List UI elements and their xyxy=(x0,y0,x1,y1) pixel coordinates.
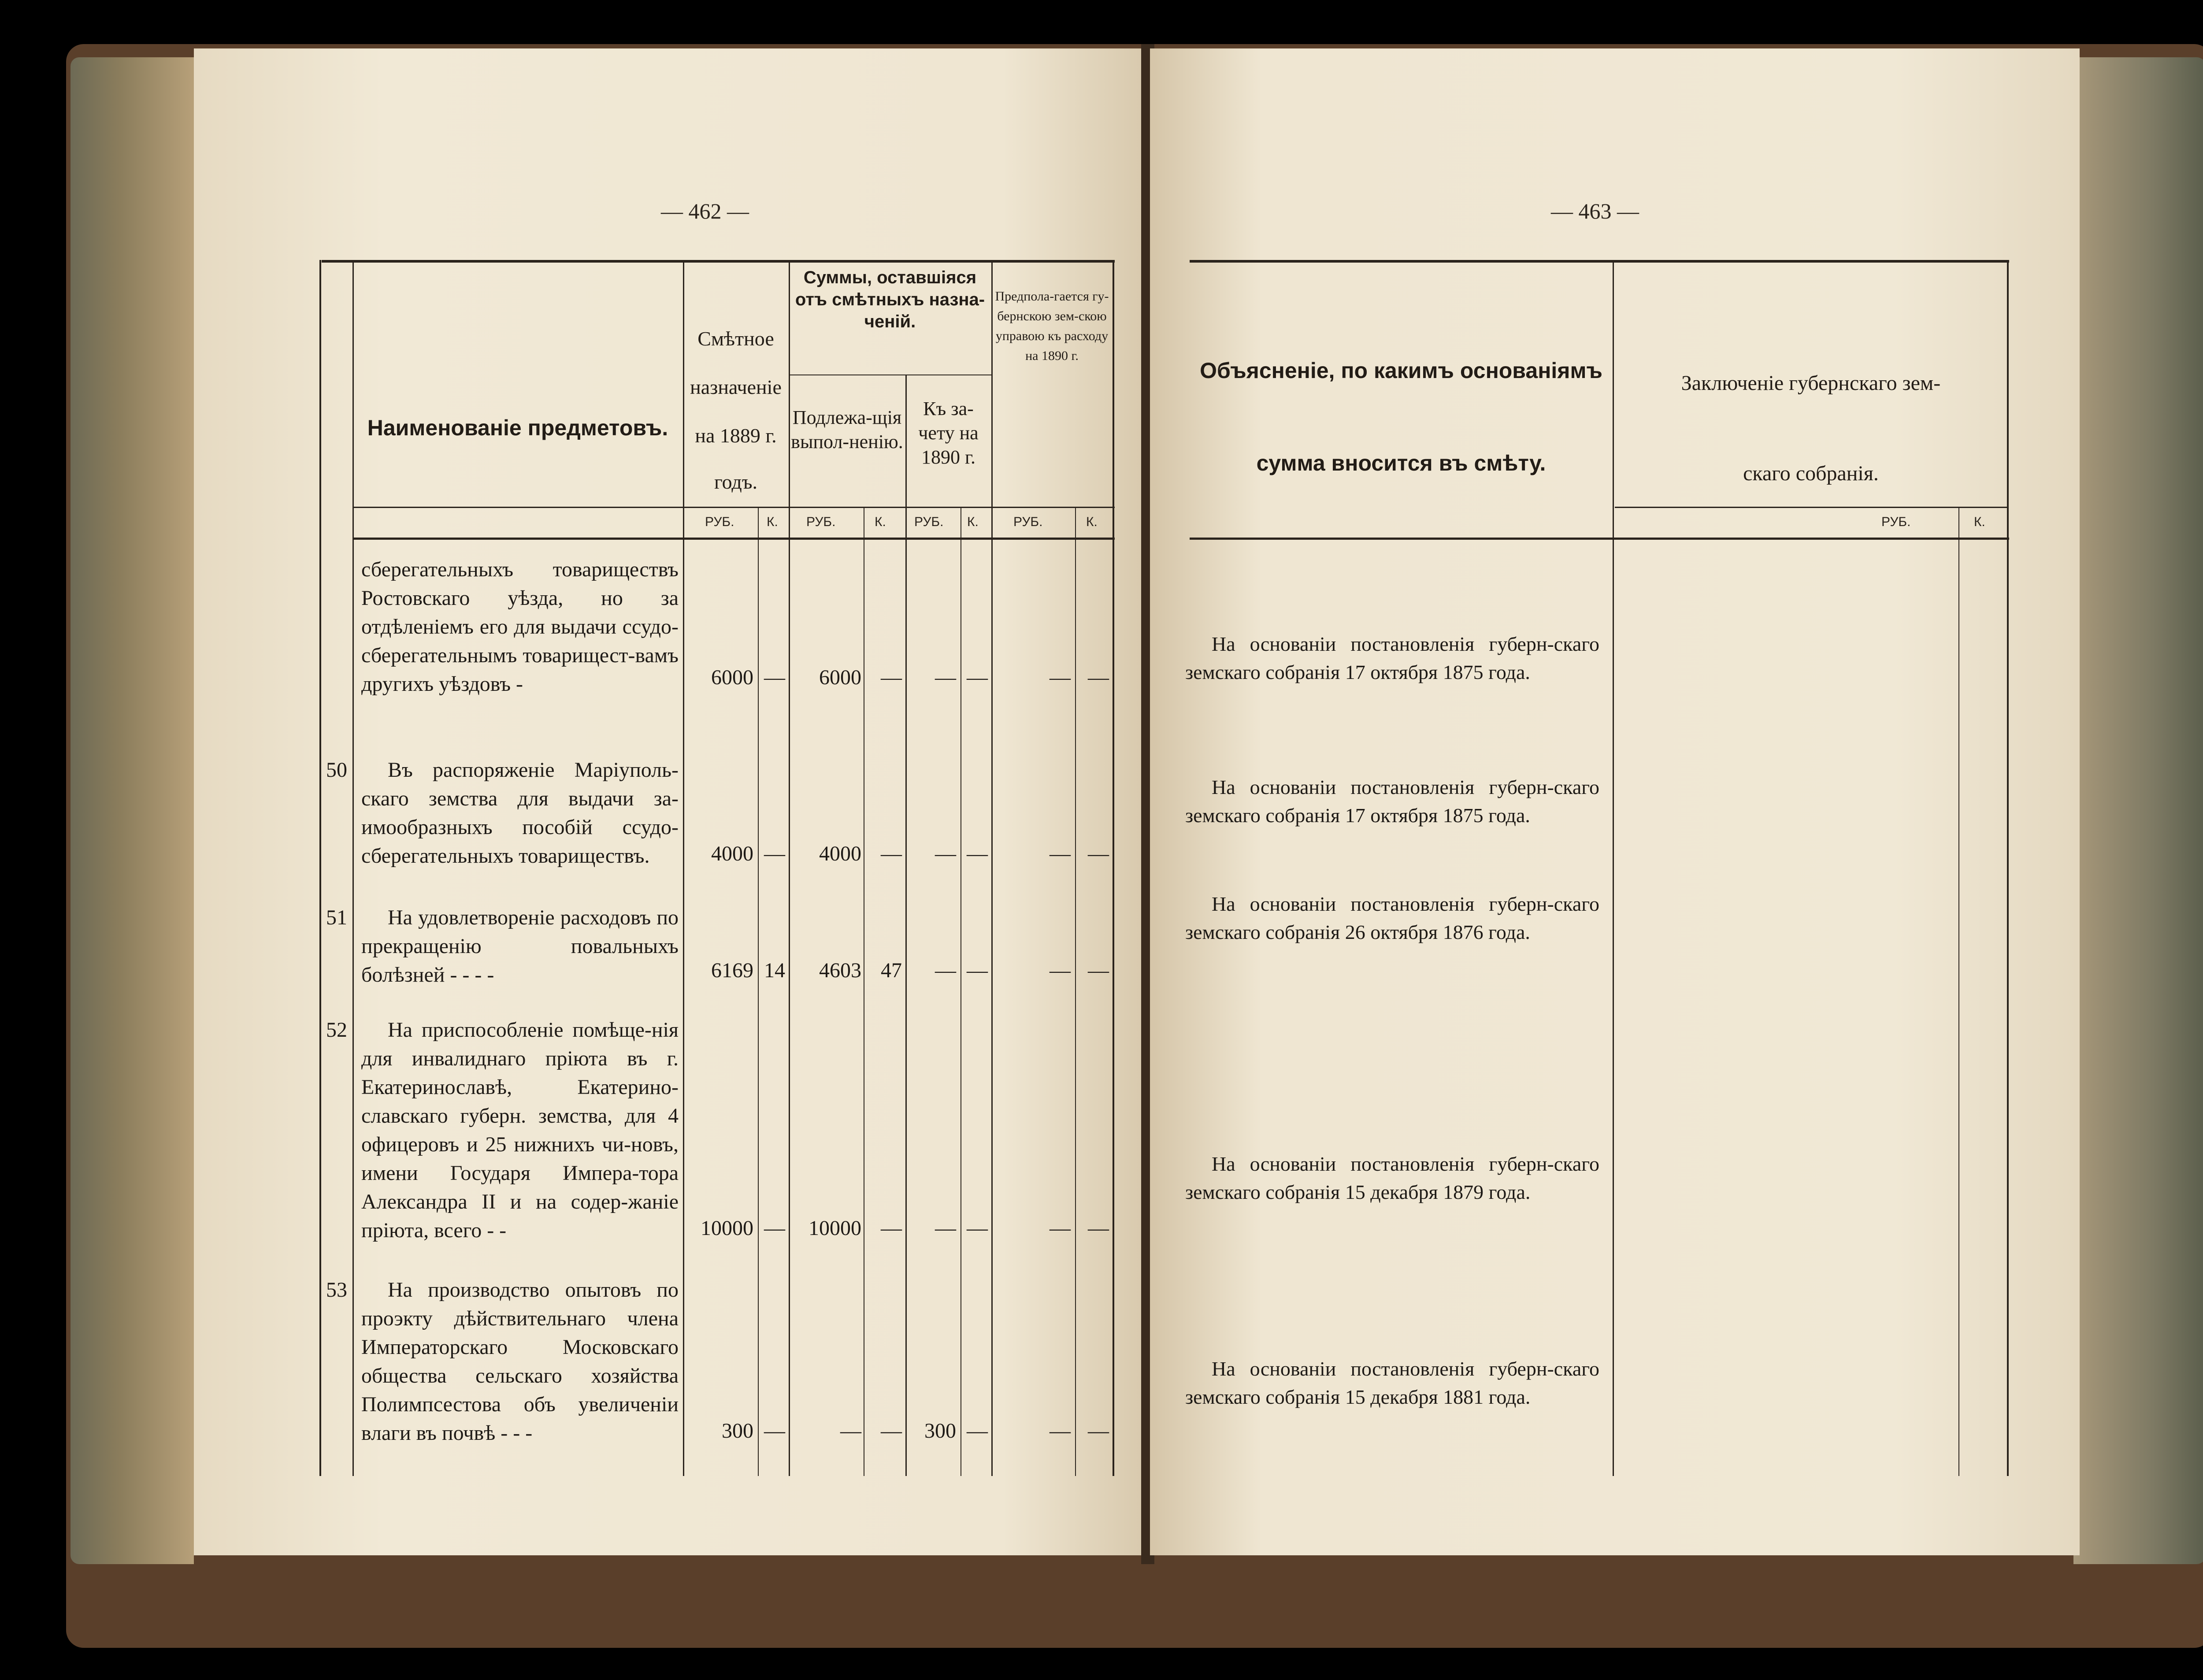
header-estimate-3: на 1889 г. xyxy=(695,424,777,447)
unit-kop: К. xyxy=(1974,515,1985,529)
cell-proposed-k: — xyxy=(1088,959,1109,982)
page-edges-right xyxy=(2073,57,2203,1564)
cell-credit-k: — xyxy=(967,1216,988,1240)
row-number: 53 xyxy=(326,1278,347,1302)
right-page xyxy=(1150,48,2080,1555)
cell-execute-k: — xyxy=(881,1216,902,1240)
col-line xyxy=(758,507,759,1476)
explanation-row: На основаніи постановленія губерн-скаго земскаго собранія 15 декабря 1881 года. xyxy=(1185,1357,1599,1408)
header-explanation-1: Объясненіе, по какимъ основаніямъ xyxy=(1200,358,1602,383)
col-line xyxy=(2007,260,2009,1476)
cell-proposed: — xyxy=(1050,1216,1071,1240)
col-line xyxy=(319,260,321,1476)
cell-estimate-k: — xyxy=(764,842,785,865)
header-remaining: Суммы, оставшіяся отъ смѣтныхъ назна-ченій. xyxy=(795,268,985,331)
page-number-left: — 462 — xyxy=(661,199,749,223)
cell-proposed-k: — xyxy=(1088,842,1109,865)
cell-execute: 10000 xyxy=(809,1216,861,1240)
table-units-rule xyxy=(352,507,1115,508)
cell-execute: 4603 xyxy=(819,959,861,982)
header-to-credit: Къ за-чету на 1890 г. xyxy=(918,398,979,468)
unit-rub: РУБ. xyxy=(1881,515,1911,529)
cell-credit: — xyxy=(935,1216,956,1240)
cell-estimate: 300 xyxy=(722,1419,753,1443)
explanation-row: На основаніи постановленія губерн-скаго земскаго собранія 15 декабря 1879 года. xyxy=(1185,1153,1599,1203)
unit-rub: РУБ. xyxy=(1013,515,1043,529)
cell-estimate: 10000 xyxy=(701,1216,753,1240)
cell-credit: — xyxy=(935,959,956,982)
cell-execute-k: 47 xyxy=(881,959,902,982)
cell-proposed-k: — xyxy=(1088,666,1109,689)
col-line xyxy=(991,260,993,1476)
table-header-rule xyxy=(352,538,1115,540)
col-line xyxy=(1075,507,1076,1476)
cell-estimate: 6000 xyxy=(711,666,753,689)
cell-execute-k: — xyxy=(881,1419,902,1443)
cell-estimate-k: 14 xyxy=(764,959,785,982)
header-conclusion-1: Заключеніе губернскаго зем- xyxy=(1681,371,1941,395)
explanation-row: На основаніи постановленія губерн-скаго земскаго собранія 17 октября 1875 года. xyxy=(1185,633,1599,683)
cell-proposed: — xyxy=(1050,666,1071,689)
row-text: На производство опытовъ по проэкту дѣйствительнаго члена Императорскаго Московскаго общества сельскаго хозяйства Полимпсестова объ увеличеніи влаги въ почвѣ - - - xyxy=(361,1278,679,1445)
cell-execute-k: — xyxy=(881,842,902,865)
cell-execute: — xyxy=(840,1419,861,1443)
table-top-rule xyxy=(1190,260,2009,263)
row-text: На удовлетвореніе расходовъ по прекращенію повальныхъ болѣзней - - - - xyxy=(361,906,679,986)
cell-proposed: — xyxy=(1050,1419,1071,1443)
cell-estimate-k: — xyxy=(764,666,785,689)
col-line xyxy=(1615,507,2007,508)
row-text: На приспособленіе помѣще-нія для инвалиднаго пріюта въ г. Екатеринославѣ, Екатерино-славскаго губерн. земства, для 4 офицеровъ и 25 нижнихъ чи-новъ, имени Государя Импера-тора Александра II и на содер-жаніе пріюта, всего - - xyxy=(361,1018,679,1242)
cell-estimate: 6169 xyxy=(711,959,753,982)
unit-rub: РУБ. xyxy=(914,515,944,529)
cell-execute: 4000 xyxy=(819,842,861,865)
cell-credit-k: — xyxy=(967,666,988,689)
unit-kop: К. xyxy=(875,515,886,529)
cell-estimate: 4000 xyxy=(711,842,753,865)
unit-kop: К. xyxy=(767,515,778,529)
header-conclusion-2: скаго собранія. xyxy=(1743,462,1879,485)
explanation-row: На основаніи постановленія губерн-скаго земскаго собранія 17 октября 1875 года. xyxy=(1185,776,1599,827)
cell-execute: 6000 xyxy=(819,666,861,689)
row-text: сберегательныхъ товариществъ Ростовскаго уѣзда, но за отдѣленіемъ его для выдачи ссудо-сберегательнымъ товарищест-вамъ другихъ уѣздовъ - xyxy=(361,558,679,696)
page-number-right: — 463 — xyxy=(1551,199,1639,223)
col-line xyxy=(1613,260,1614,1476)
header-proposed: Предпола-гается гу-бернскою зем-скою управою къ расходу на 1890 г. xyxy=(995,289,1109,363)
left-page xyxy=(194,48,1146,1555)
row-number: 52 xyxy=(326,1018,347,1042)
col-line xyxy=(352,260,354,1476)
unit-kop: К. xyxy=(1086,515,1098,529)
header-estimate-4: годъ. xyxy=(714,471,758,493)
row-number: 50 xyxy=(326,758,347,782)
cell-proposed: — xyxy=(1050,959,1071,982)
header-to-execute: Подлежа-щія выпол-ненію. xyxy=(791,407,903,452)
header-explanation-2: сумма вносится въ смѣту. xyxy=(1256,451,1546,475)
cell-proposed-k: — xyxy=(1088,1216,1109,1240)
unit-rub: РУБ. xyxy=(806,515,836,529)
header-items: Наименованіе предметовъ. xyxy=(367,415,668,440)
col-line xyxy=(1113,260,1114,1476)
explanation-row: На основаніи постановленія губерн-скаго земскаго собранія 26 октября 1876 года. xyxy=(1185,893,1599,943)
cell-credit: — xyxy=(935,842,956,865)
cell-credit-k: — xyxy=(967,842,988,865)
cell-estimate-k: — xyxy=(764,1216,785,1240)
cell-credit: 300 xyxy=(924,1419,956,1443)
cell-credit: — xyxy=(935,666,956,689)
header-estimate-2: назначеніе xyxy=(690,376,782,398)
cell-credit-k: — xyxy=(967,1419,988,1443)
col-line xyxy=(1958,507,1959,1476)
header-estimate-1: Смѣтное xyxy=(697,327,774,350)
col-line xyxy=(683,260,684,1476)
unit-rub: РУБ. xyxy=(705,515,734,529)
row-text: Въ распоряженіе Маріуполь-скаго земства для выдачи за-имообразныхъ пособій ссудо-сберегательныхъ товариществъ. xyxy=(361,758,679,868)
col-line xyxy=(905,375,907,1476)
table-top-rule xyxy=(322,260,1115,263)
page-edges-left xyxy=(70,57,194,1564)
cell-proposed-k: — xyxy=(1088,1419,1109,1443)
row-number: 51 xyxy=(326,906,347,929)
cell-estimate-k: — xyxy=(764,1419,785,1443)
unit-kop: К. xyxy=(967,515,979,529)
cell-credit-k: — xyxy=(967,959,988,982)
table-header-rule xyxy=(1190,538,2009,540)
cell-proposed: — xyxy=(1050,842,1071,865)
cell-execute-k: — xyxy=(881,666,902,689)
col-line xyxy=(789,260,790,1476)
